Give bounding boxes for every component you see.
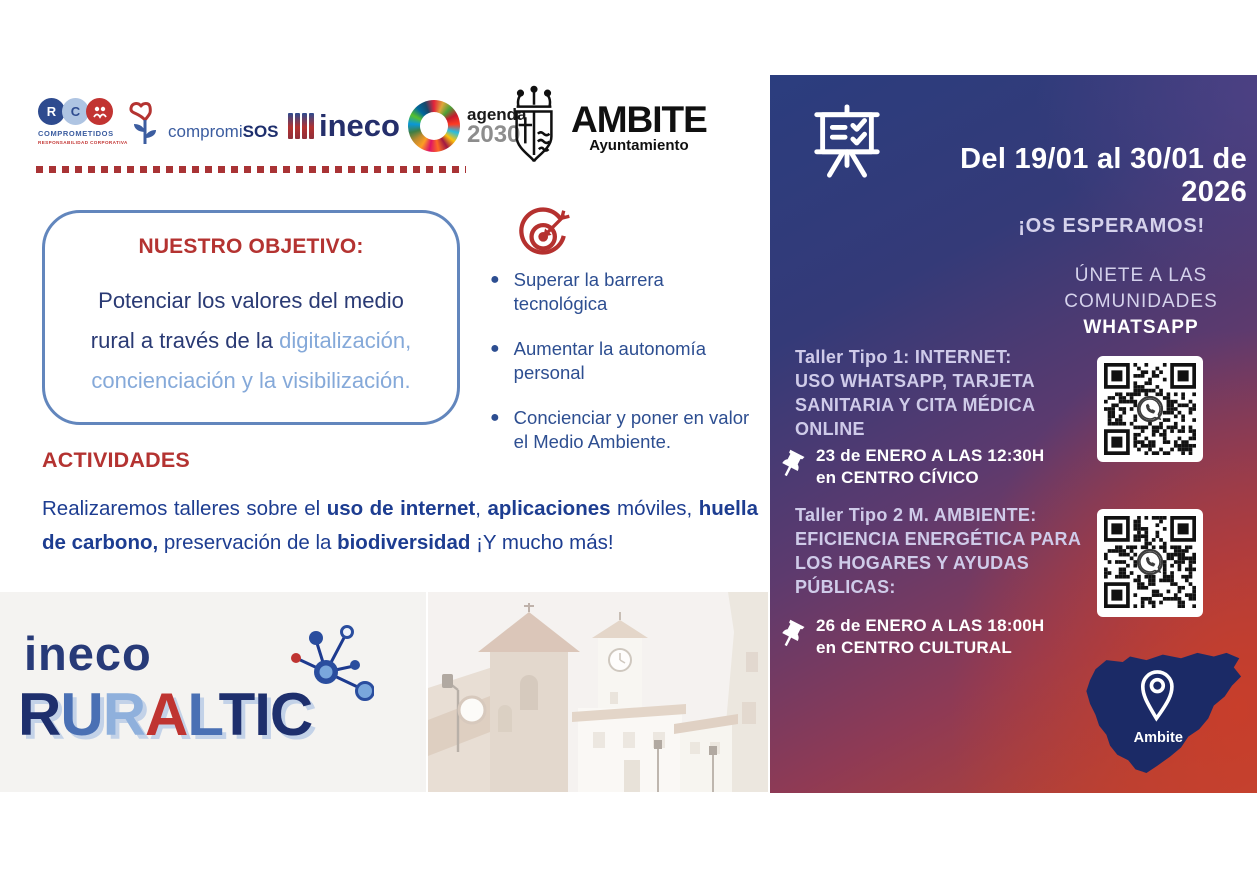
rc-circle-c: C bbox=[62, 98, 89, 125]
goal-item: ● Concienciar y poner en valor el Medio Ambiente. bbox=[490, 407, 750, 452]
activities-paragraph: Realizaremos talleres sobre el uso de internet, aplicaciones móviles, huella de carbono, preservación de la biodiversidad ¡Y mucho más! bbox=[42, 497, 758, 554]
ineco-header-logo bbox=[288, 108, 400, 144]
rc-circles-icon bbox=[38, 98, 130, 125]
ambite-ayuntamiento-logo bbox=[505, 84, 707, 168]
compromisos-logo bbox=[128, 100, 279, 152]
ruraltic-letter: I bbox=[254, 681, 270, 748]
taller1-schedule: 23 de ENERO A LAS 12:30H en CENTRO CÍVICO bbox=[816, 446, 1045, 487]
molecule-network-icon bbox=[266, 620, 374, 711]
ineco-ruraltic-ineco: ineco bbox=[24, 627, 152, 680]
rc-circle-people-icon bbox=[86, 98, 113, 125]
agenda-line2: 2030 bbox=[467, 120, 521, 148]
ambite-crest-icon bbox=[505, 84, 563, 168]
ineco-wordmark: ineco bbox=[319, 108, 400, 143]
join-whatsapp-text: ÚNETE A LAS COMUNIDADES WHATSAPP bbox=[1064, 265, 1218, 338]
rc-comprometidos-logo bbox=[38, 98, 130, 145]
goal-item: ● Superar la barrera tecnológica bbox=[490, 269, 664, 314]
whatsapp-qr-1 bbox=[1097, 356, 1203, 462]
spain-map bbox=[1070, 633, 1252, 791]
target-dart-icon bbox=[518, 206, 574, 267]
welcome-text: ¡OS ESPERAMOS! bbox=[1018, 215, 1205, 237]
ruraltic-letter: L bbox=[187, 681, 219, 748]
date-range: Del 19/01 al 30/01 de 2026 bbox=[960, 143, 1247, 208]
rc-circle-r: R bbox=[38, 98, 65, 125]
presentation-board-icon bbox=[808, 103, 886, 186]
ruraltic-letter: U bbox=[60, 681, 103, 748]
heart-flower-icon bbox=[128, 100, 162, 152]
ruraltic-letter: C bbox=[269, 681, 313, 748]
ruraltic-letter: R bbox=[102, 681, 146, 748]
taller2-title: Taller Tipo 2 M. AMBIENTE: EFICIENCIA ENERGÉTICA PARA LOS HOGARES Y AYUDAS PÚBLICAS: bbox=[795, 505, 1081, 597]
brand-block bbox=[0, 592, 426, 792]
event-panel bbox=[770, 75, 1257, 793]
pushpin-icon bbox=[778, 617, 808, 647]
objective-box bbox=[42, 210, 460, 425]
activities-title: ACTIVIDADES bbox=[42, 448, 190, 472]
taller1-title: Taller Tipo 1: INTERNET: USO WHATSAPP, TARJETA SANITARIA Y CITA MÉDICA ONLINE bbox=[795, 347, 1035, 439]
agenda-line1: agenda bbox=[467, 104, 527, 124]
goal-item: ● Aumentar la autonomía personal bbox=[490, 338, 706, 383]
objective-title: NUESTRO OBJETIVO: bbox=[138, 235, 364, 258]
rc-logo-line1: COMPROMETIDOS bbox=[38, 129, 114, 138]
ruraltic-letter: T bbox=[218, 681, 255, 748]
ruraltic-letter: A bbox=[145, 681, 188, 748]
whatsapp-qr-2 bbox=[1097, 509, 1203, 617]
objective-text: Potenciar los valores del medio rural a través de la digitalización, concienciación y la visibilización. bbox=[90, 288, 412, 393]
ineco-bars-icon bbox=[288, 113, 316, 139]
sdg-wheel-icon bbox=[408, 100, 460, 152]
pushpin-icon bbox=[778, 447, 808, 477]
ambite-name: AMBITE bbox=[571, 98, 707, 140]
taller2-schedule: 26 de ENERO A LAS 18:00H en CENTRO CULTURAL bbox=[816, 616, 1045, 657]
ruraltic-letter: R bbox=[18, 681, 61, 748]
map-label: Ambite bbox=[1133, 730, 1183, 747]
compromisos-wordmark: compromiSOS bbox=[168, 122, 279, 141]
dotted-divider bbox=[36, 166, 466, 173]
village-photo bbox=[428, 592, 768, 792]
ambite-subtitle: Ayuntamiento bbox=[589, 136, 689, 154]
goal-list bbox=[490, 268, 762, 475]
rc-logo-line2: RESPONSABILIDAD CORPORATIVA bbox=[38, 140, 128, 145]
